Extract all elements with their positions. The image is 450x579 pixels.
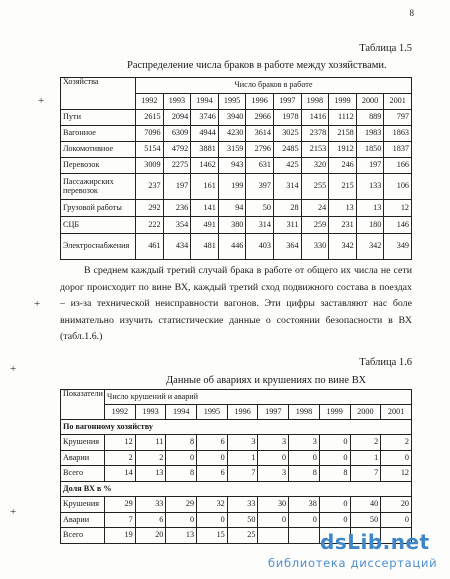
value-cell: 7 [350, 466, 381, 482]
value-cell: 199 [218, 174, 246, 200]
table-row [61, 451, 412, 466]
value-cell: 2485 [273, 142, 301, 158]
value-cell: 5154 [136, 142, 164, 158]
value-cell: 32 [197, 497, 228, 513]
table-label: Таблица 1.6 [359, 357, 412, 368]
year-cell: 1996 [227, 405, 258, 420]
value-cell: 1416 [301, 110, 329, 126]
value-cell: 1837 [384, 142, 412, 158]
value-cell: 2796 [246, 142, 274, 158]
year-cell: 2001 [381, 405, 412, 420]
value-cell: 29 [105, 497, 136, 513]
value-cell: 1912 [329, 142, 357, 158]
value-cell: 20 [381, 497, 412, 513]
value-cell: 330 [301, 234, 329, 260]
table-row [61, 234, 412, 260]
value-cell: 11 [135, 435, 166, 451]
table-row [61, 466, 412, 482]
margin-mark: + [10, 506, 17, 518]
year-cell: 1995 [197, 405, 228, 420]
value-cell: 2 [381, 435, 412, 451]
value-cell: 50 [246, 200, 274, 217]
value-cell: 222 [136, 217, 164, 234]
value-cell: 197 [356, 158, 384, 174]
value-cell: 7 [105, 513, 136, 528]
table-row [61, 513, 412, 528]
value-cell: 6 [197, 435, 228, 451]
value-cell: 13 [166, 528, 197, 544]
value-cell: 943 [218, 158, 246, 174]
value-cell: 314 [273, 174, 301, 200]
value-cell: 7 [227, 466, 258, 482]
row-label: Перевозок [61, 158, 136, 174]
row-label: Крушения [61, 435, 105, 451]
year-cell: 1994 [166, 405, 197, 420]
value-cell: 28 [273, 200, 301, 217]
row-label: Всего [61, 466, 105, 482]
value-cell: 4230 [218, 126, 246, 142]
year-cell: 1999 [319, 405, 350, 420]
value-cell: 889 [356, 110, 384, 126]
value-cell: 255 [301, 174, 329, 200]
year-cell: 2001 [384, 94, 412, 110]
value-cell: 2275 [163, 158, 191, 174]
value-cell: 434 [163, 234, 191, 260]
value-cell: 19 [105, 528, 136, 544]
value-cell: 3 [258, 435, 289, 451]
table-row [61, 126, 412, 142]
watermark [268, 530, 450, 576]
year-cell: 2000 [356, 94, 384, 110]
value-cell: 292 [136, 200, 164, 217]
value-cell: 3940 [218, 110, 246, 126]
year-cell: 1997 [258, 405, 289, 420]
value-cell: 12 [105, 435, 136, 451]
value-cell: 33 [227, 497, 258, 513]
year-cell: 2000 [350, 405, 381, 420]
value-cell: 4944 [191, 126, 219, 142]
year-cell: 1994 [191, 94, 219, 110]
value-cell: 15 [197, 528, 228, 544]
value-cell: 94 [218, 200, 246, 217]
value-cell: 246 [329, 158, 357, 174]
value-cell: 0 [258, 451, 289, 466]
year-cell: 1995 [218, 94, 246, 110]
value-cell: 14 [105, 466, 136, 482]
year-header-row [61, 405, 412, 420]
value-cell: 2615 [136, 110, 164, 126]
value-cell: 8 [166, 466, 197, 482]
section-label: По вагонному хозяйству [61, 420, 412, 435]
value-cell: 24 [301, 200, 329, 217]
value-cell: 20 [135, 528, 166, 544]
value-cell: 0 [258, 513, 289, 528]
header-cell: Показатели [61, 390, 105, 420]
table-row [61, 435, 412, 451]
row-label: Локомотивное [61, 142, 136, 158]
value-cell: 0 [289, 451, 320, 466]
value-cell: 314 [246, 217, 274, 234]
value-cell: 7096 [136, 126, 164, 142]
value-cell: 425 [273, 158, 301, 174]
margin-mark: + [38, 95, 45, 107]
year-cell: 1997 [273, 94, 301, 110]
table-row [61, 174, 412, 200]
value-cell: 6 [135, 513, 166, 528]
value-cell: 320 [301, 158, 329, 174]
table-row [61, 142, 412, 158]
value-cell: 354 [163, 217, 191, 234]
value-cell: 0 [319, 435, 350, 451]
value-cell: 3746 [191, 110, 219, 126]
row-label: Пассажирских перевозок [61, 174, 136, 200]
value-cell: 30 [258, 497, 289, 513]
value-cell: 8 [166, 435, 197, 451]
value-cell: 2153 [301, 142, 329, 158]
margin-mark: + [34, 298, 41, 310]
value-cell: 133 [356, 174, 384, 200]
value-cell: 342 [356, 234, 384, 260]
value-cell: 106 [384, 174, 412, 200]
value-cell: 2158 [329, 126, 357, 142]
value-cell: 166 [384, 158, 412, 174]
value-cell: 0 [319, 513, 350, 528]
value-cell: 2094 [163, 110, 191, 126]
value-cell: 1863 [384, 126, 412, 142]
value-cell: 2 [135, 451, 166, 466]
value-cell: 1 [227, 451, 258, 466]
value-cell: 1978 [273, 110, 301, 126]
value-cell: 146 [384, 217, 412, 234]
body-paragraph: В среднем каждый третий случай брака в работе от общего их числа не сети дорог происходит по вине ВХ, каждый третий сход подвижного состава в поездах – из-за технической неисправности вагонов. Эти цифры заставляют нас боле внимательно изучить статистические данные о состоянии безопасности в ВХ (табл.1.6.) [60, 265, 412, 343]
section-label: Доля ВХ в % [61, 482, 412, 497]
value-cell: 481 [191, 234, 219, 260]
value-cell: 259 [301, 217, 329, 234]
value-cell: 1112 [329, 110, 357, 126]
value-cell: 13 [329, 200, 357, 217]
value-cell: 0 [166, 513, 197, 528]
value-cell: 446 [218, 234, 246, 260]
row-label: Аварии [61, 513, 105, 528]
value-cell: 631 [246, 158, 274, 174]
margin-mark: + [10, 363, 17, 375]
value-cell: 13 [356, 200, 384, 217]
value-cell: 3881 [191, 142, 219, 158]
value-cell: 1462 [191, 158, 219, 174]
value-cell: 237 [136, 174, 164, 200]
value-cell: 3159 [218, 142, 246, 158]
year-cell: 1992 [136, 94, 164, 110]
value-cell: 231 [329, 217, 357, 234]
value-cell: 3614 [246, 126, 274, 142]
year-cell: 1996 [246, 94, 274, 110]
value-cell: 141 [191, 200, 219, 217]
table-title: Данные об авариях и крушениях по вине ВХ [166, 375, 367, 386]
table-title: Распределение числа браков в работе между хозяйствами. [127, 60, 387, 71]
value-cell: 161 [191, 174, 219, 200]
value-cell: 25 [227, 528, 258, 544]
year-cell: 1992 [105, 405, 136, 420]
value-cell: 3 [289, 435, 320, 451]
value-cell: 197 [163, 174, 191, 200]
value-cell: 12 [384, 200, 412, 217]
value-cell: 6309 [163, 126, 191, 142]
row-label: Крушения [61, 497, 105, 513]
value-cell: 0 [166, 451, 197, 466]
year-cell: 1998 [301, 94, 329, 110]
value-cell: 2 [350, 435, 381, 451]
value-cell: 236 [163, 200, 191, 217]
header-cell: Хозяйства [61, 78, 136, 110]
value-cell: 2 [105, 451, 136, 466]
row-label: Всего [61, 528, 105, 544]
section-row [61, 420, 412, 435]
value-cell: 6 [197, 466, 228, 482]
header-cell: Число крушений и аварий [105, 390, 412, 405]
value-cell: 3025 [273, 126, 301, 142]
watermark-subtitle: библиотека диссертаций [268, 556, 438, 570]
table-row [61, 158, 412, 174]
value-cell: 0 [319, 497, 350, 513]
row-label: Вагонное [61, 126, 136, 142]
value-cell: 0 [289, 513, 320, 528]
value-cell: 0 [381, 451, 412, 466]
value-cell: 29 [166, 497, 197, 513]
value-cell: 33 [135, 497, 166, 513]
value-cell: 461 [136, 234, 164, 260]
value-cell: 38 [289, 497, 320, 513]
value-cell: 0 [197, 451, 228, 466]
value-cell: 0 [319, 451, 350, 466]
year-cell: 1998 [289, 405, 320, 420]
value-cell: 3 [258, 466, 289, 482]
value-cell: 397 [246, 174, 274, 200]
value-cell: 40 [350, 497, 381, 513]
row-label: Электроснабжения [61, 234, 136, 260]
value-cell: 2378 [301, 126, 329, 142]
table-row [61, 497, 412, 513]
value-cell: 491 [191, 217, 219, 234]
value-cell: 2966 [246, 110, 274, 126]
row-label: Аварии [61, 451, 105, 466]
value-cell: 403 [246, 234, 274, 260]
table-row [61, 110, 412, 126]
row-label: Пути [61, 110, 136, 126]
value-cell: 50 [227, 513, 258, 528]
value-cell: 3009 [136, 158, 164, 174]
value-cell: 0 [381, 513, 412, 528]
value-cell: 215 [329, 174, 357, 200]
value-cell: 8 [319, 466, 350, 482]
value-cell: 797 [384, 110, 412, 126]
value-cell: 13 [135, 466, 166, 482]
page-number: 8 [409, 8, 414, 18]
section-row [61, 482, 412, 497]
table-row [61, 200, 412, 217]
table-label: Таблица 1.5 [359, 43, 412, 54]
accidents-table [60, 389, 412, 544]
header-cell: Число браков в работе [136, 78, 412, 94]
value-cell: 342 [329, 234, 357, 260]
value-cell: 8 [289, 466, 320, 482]
value-cell: 1 [350, 451, 381, 466]
value-cell: 4792 [163, 142, 191, 158]
value-cell: 1983 [356, 126, 384, 142]
value-cell: 1850 [356, 142, 384, 158]
year-cell: 1993 [135, 405, 166, 420]
value-cell: 364 [273, 234, 301, 260]
value-cell: 12 [381, 466, 412, 482]
value-cell: 0 [197, 513, 228, 528]
value-cell: 180 [356, 217, 384, 234]
marriage-defects-table [60, 77, 412, 260]
table-row [61, 217, 412, 234]
value-cell: 349 [384, 234, 412, 260]
row-label: СЦБ [61, 217, 136, 234]
watermark-logo: dsLib.net [320, 530, 430, 554]
value-cell: 3 [227, 435, 258, 451]
value-cell: 50 [350, 513, 381, 528]
year-cell: 1999 [329, 94, 357, 110]
row-label: Грузовой работы [61, 200, 136, 217]
year-cell: 1993 [163, 94, 191, 110]
value-cell: 311 [273, 217, 301, 234]
value-cell: 380 [218, 217, 246, 234]
